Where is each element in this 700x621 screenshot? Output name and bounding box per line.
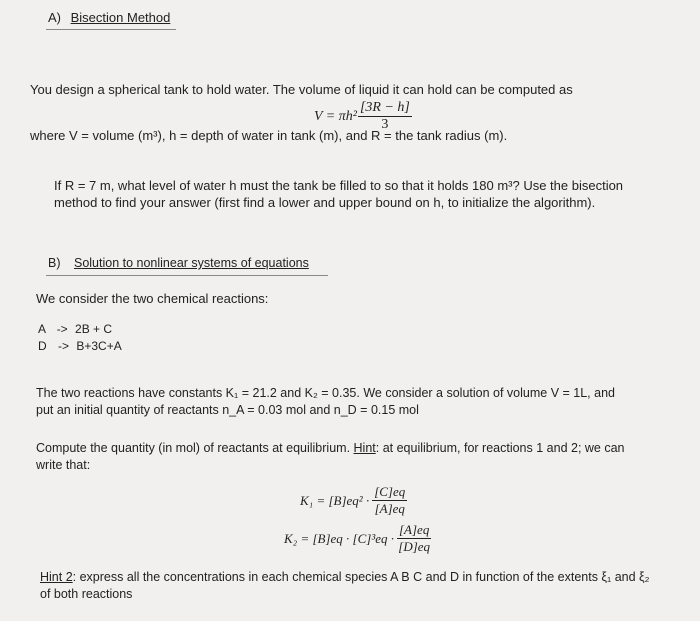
equation-k1 (300, 484, 407, 517)
compute-text-post: : at equilibrium, for reactions 1 and 2; we can (375, 441, 625, 455)
section-a-label: A) (48, 10, 61, 25)
eq1-denominator: [A]eq (374, 501, 405, 516)
section-b-title: Solution to nonlinear systems of equations (73, 256, 309, 270)
eq1-numerator: [C]eq (374, 484, 406, 499)
section-a-header (48, 10, 170, 25)
hint2-text: : express all the concentrations in each chemical species A B C and D in function of the extents ξ₁ and ξ₂ (72, 570, 650, 584)
eq1-fraction (372, 484, 407, 517)
section-a-title: Bisection Method (70, 10, 171, 25)
eq1-lhs: K₁ = [B]eq² · (300, 492, 370, 508)
reaction-2-lhs: D (38, 339, 47, 353)
formula-numerator: [3R − h] (359, 100, 410, 115)
hint-label: Hint (353, 441, 376, 455)
constants-line-2: put an initial quantity of reactants n_A = 0.03 mol and n_D = 0.15 mol (36, 403, 419, 417)
equation-k2 (284, 522, 431, 555)
reaction-1-rhs: 2B + C (75, 322, 113, 336)
hint2-label: Hint 2 (40, 570, 73, 584)
reaction-1-arrow: -> (56, 322, 68, 336)
constants-line-1: The two reactions have constants K₁ = 21.2 and K₂ = 0.35. We consider a solution of volume V = 1L, and (36, 386, 615, 400)
reaction-1-lhs: A (38, 322, 46, 336)
section-b-label: B) (48, 256, 61, 270)
hint2-line-1 (40, 570, 650, 584)
formula-lhs: V = πh² (314, 108, 357, 124)
hint2-line-2: of both reactions (40, 587, 133, 601)
section-b-rule (46, 275, 328, 276)
section-a-where: where V = volume (m³), h = depth of water in tank (m), and R = the tank radius (m). (30, 128, 508, 143)
reaction-2 (38, 339, 122, 353)
section-a-intro: You design a spherical tank to hold water. The volume of liquid it can hold can be computed as (30, 82, 573, 97)
section-a-question-2: method to find your answer (first find a lower and upper bound on h, to initialize the algorithm). (54, 195, 596, 210)
reaction-1 (38, 322, 112, 336)
eq2-fraction (397, 522, 431, 555)
compute-text: Compute the quantity (in mol) of reactants at equilibrium. (36, 441, 354, 455)
section-b-intro: We consider the two chemical reactions: (36, 291, 269, 306)
section-a-question-1: If R = 7 m, what level of water h must the tank be filled to so that it holds 180 m³? Use the bisection (54, 178, 624, 193)
compute-line-2: write that: (36, 458, 91, 472)
formula-denominator: 3 (381, 117, 389, 132)
reaction-2-rhs: B+3C+A (76, 339, 122, 353)
eq2-denominator: [D]eq (398, 539, 431, 554)
compute-line-1 (36, 441, 625, 455)
eq2-lhs: K₂ = [B]eq · [C]³eq · (284, 530, 394, 546)
section-a-rule (46, 29, 176, 30)
section-b-header (48, 256, 309, 270)
reaction-2-arrow: -> (58, 339, 70, 353)
eq2-numerator: [A]eq (399, 522, 430, 537)
